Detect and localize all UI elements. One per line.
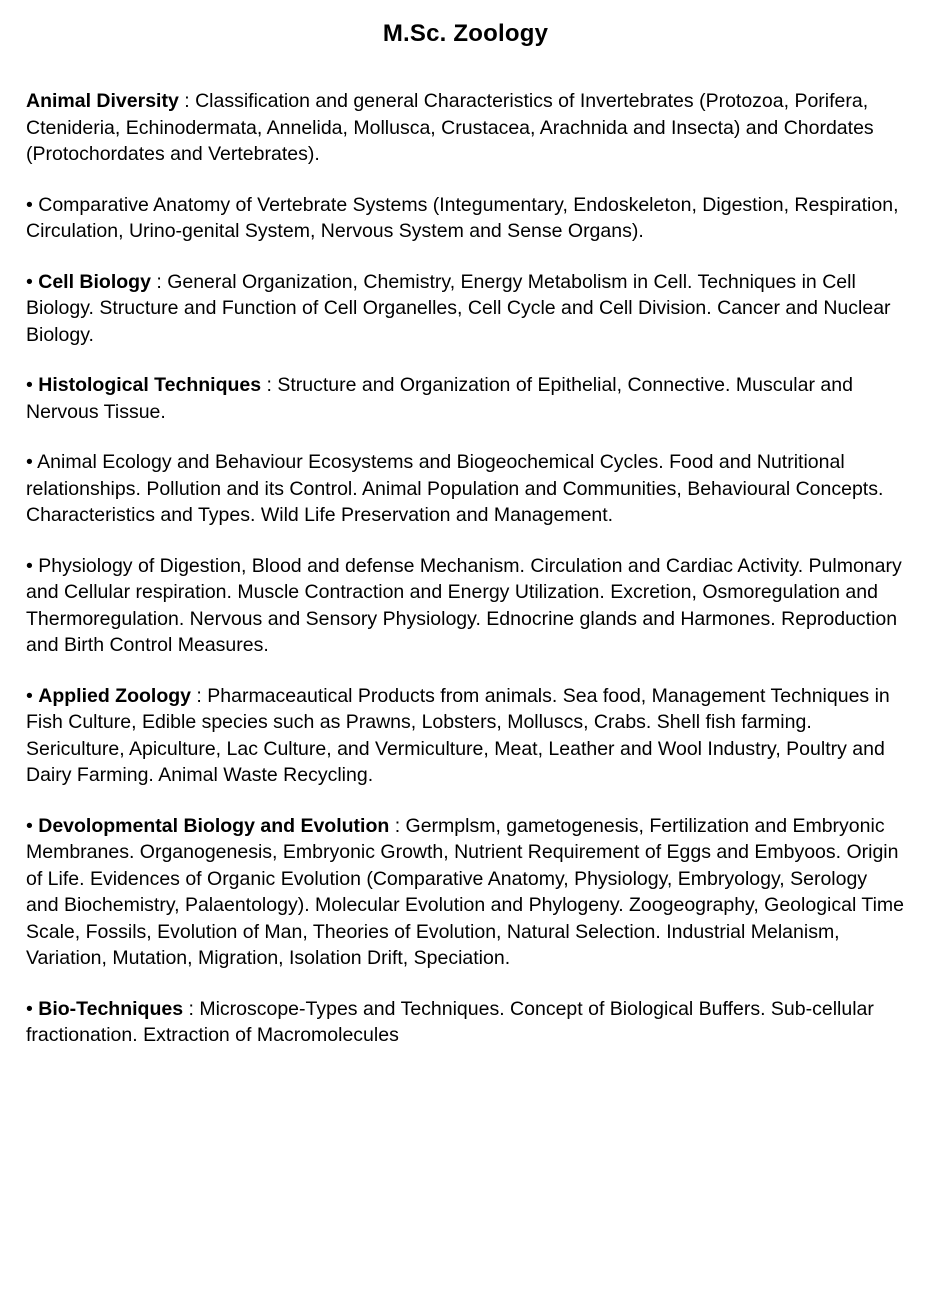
- syllabus-paragraph: [26, 88, 905, 168]
- paragraph-separator: :: [190, 684, 208, 707]
- paragraph-text: Classification and general Characteristics of Invertebrates (Protozoa, Porifera, Ctenideria, Echinodermata, Annelida, Mollusca, Crustacea, Arachnida and Insecta) and Chordates (Protochordates and Vertebrates).: [26, 90, 874, 165]
- paragraph-lead: Devolopmental Biology and Evolution: [38, 814, 390, 837]
- bullet-icon: •: [26, 554, 33, 577]
- bullet-icon: •: [26, 270, 33, 293]
- paragraph-lead: Histological Techniques: [38, 374, 262, 396]
- bullet-icon: •: [26, 193, 33, 216]
- paragraph-text: Pharmaceautical Products from animals. Sea food, Management Techniques in Fish Culture, Edible species such as Prawns, Lobsters, Molluscs, Crabs. Shell fish farming. Sericulture, Apiculture, Lac Culture, and Vermiculture, Meat, Leather and Wool Industry, Poultry and Dairy Farming. Animal Waste Recycling.: [26, 684, 890, 786]
- bullet-icon: •: [26, 997, 33, 1020]
- bullet-icon: •: [26, 374, 33, 396]
- paragraph-text: Physiology of Digestion, Blood and defense Mechanism. Circulation and Cardiac Activity. Pulmonary and Cellular respiration. Muscle Contraction and Energy Utilization. Excretion, Osmoregulation and Thermoregulation. Nervous and Sensory Physiology. Ednocrine glands and Harmones. Reproduction and Birth Control Measures.: [26, 554, 902, 656]
- paragraph-separator: :: [261, 374, 278, 396]
- paragraph-text: Microscope-Types and Techniques. Concept of Biological Buffers. Sub-cellular fractionation. Extraction of Macromolecules: [26, 997, 874, 1046]
- syllabus-paragraph: [26, 269, 905, 349]
- bullet-icon: •: [26, 814, 33, 837]
- paragraph-lead: Animal Diversity: [26, 90, 179, 112]
- syllabus-paragraph: [26, 449, 905, 529]
- paragraph-separator: :: [389, 814, 406, 837]
- paragraph-lead: Applied Zoology: [38, 684, 191, 707]
- paragraph-lead: Bio-Techniques: [38, 997, 184, 1020]
- paragraph-separator: :: [183, 997, 200, 1020]
- bullet-icon: •: [26, 684, 33, 707]
- syllabus-paragraph: [26, 553, 905, 659]
- paragraph-separator: :: [178, 90, 196, 112]
- syllabus-paragraph: [26, 683, 905, 789]
- syllabus-paragraph: [26, 192, 905, 245]
- paragraph-text: Comparative Anatomy of Vertebrate Systems (Integumentary, Endoskeleton, Digestion, Respiration, Circulation, Urino-genital System, Nervous System and Sense Organs).: [26, 193, 899, 242]
- bullet-icon: •: [26, 451, 33, 473]
- syllabus-paragraph: [26, 996, 905, 1049]
- paragraph-text: General Organization, Chemistry, Energy Metabolism in Cell. Techniques in Cell Biology. Structure and Function of Cell Organelles, Cell Cycle and Cell Division. Cancer and Nuclear Biology.: [26, 270, 891, 346]
- syllabus-paragraph: [26, 813, 905, 972]
- paragraph-text: Animal Ecology and Behaviour Ecosystems and Biogeochemical Cycles. Food and Nutritional relationships. Pollution and its Control. Animal Population and Communities, Behavioural Concepts. Characteristics and Types. Wild Life Preservation and Management.: [26, 451, 884, 526]
- syllabus-content: [26, 88, 905, 1049]
- paragraph-text: Structure and Organization of Epithelial, Connective. Muscular and Nervous Tissue.: [26, 374, 853, 423]
- paragraph-text: Germplsm, gametogenesis, Fertilization and Embryonic Membranes. Organogenesis, Embryonic Growth, Nutrient Requirement of Eggs and Embyoos. Origin of Life. Evidences of Organic Evolution (Comparative Anatomy, Physiology, Embryology, Serology and Biochemistry, Palaentology). Molecular Evolution and Phylogeny. Zoogeography, Geological Time Scale, Fossils, Evolution of Man, Theories of Evolution, Natural Selection. Industrial Melanism, Variation, Mutation, Migration, Isolation Drift, Speciation.: [26, 814, 904, 969]
- syllabus-paragraph: [26, 372, 905, 425]
- paragraph-lead: Cell Biology: [38, 270, 151, 293]
- paragraph-separator: :: [150, 270, 168, 293]
- page-title: M.Sc. Zoology: [382, 20, 549, 47]
